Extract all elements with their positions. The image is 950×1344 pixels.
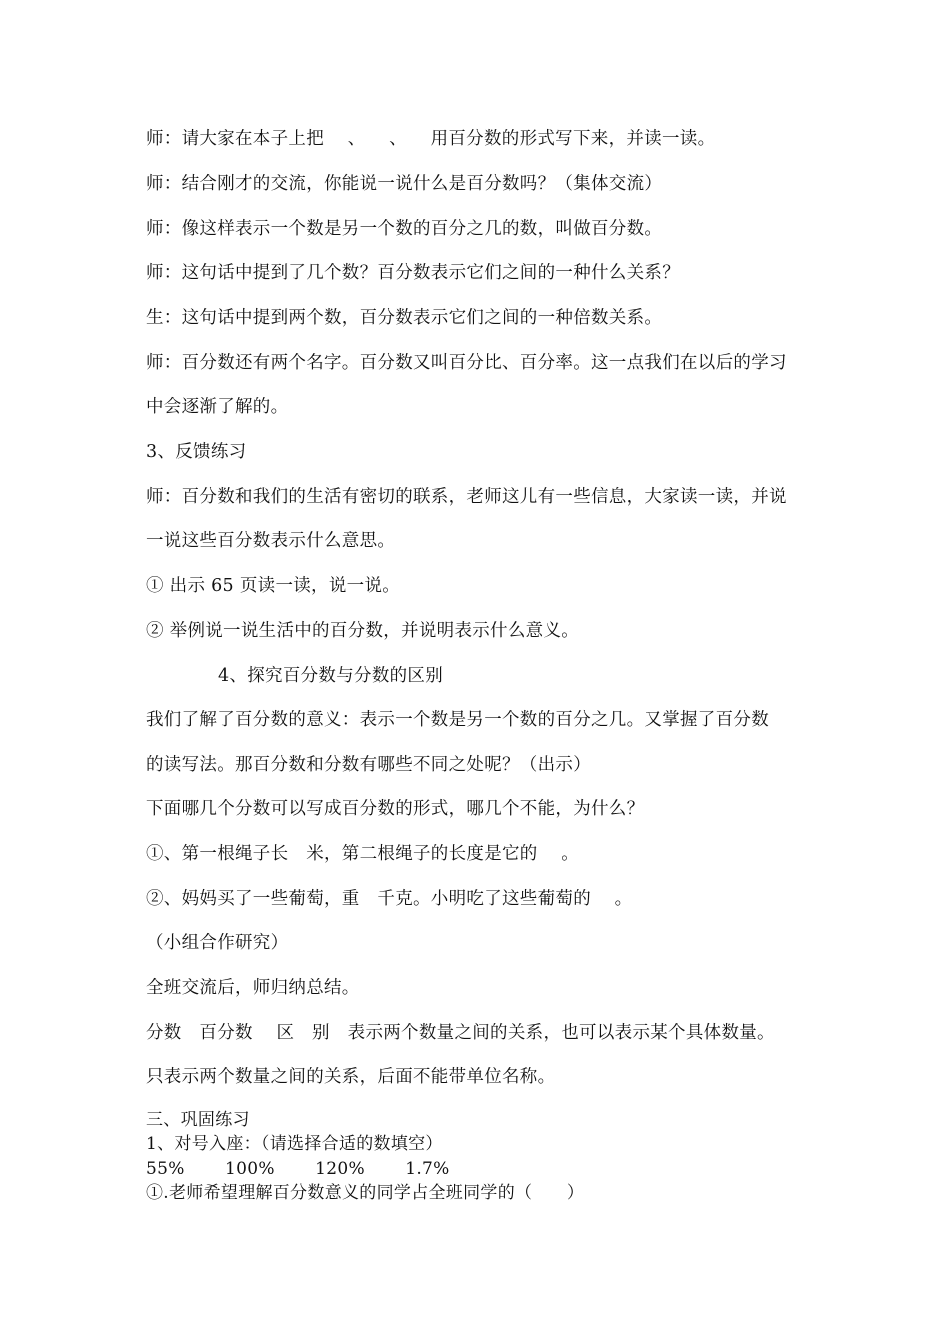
section-heading: 4、探究百分数与分数的区别: [218, 666, 444, 686]
list-item: ②、妈妈买了一些葡萄，重 千克。小明吃了这些葡萄的 。: [146, 889, 633, 909]
text-line: 师：百分数和我们的生活有密切的联系，老师这儿有一些信息，大家读一读，并说: [146, 487, 787, 507]
list-item: ①、第一根绳子长 米，第二根绳子的长度是它的 。: [146, 844, 580, 864]
text-line: 下面哪几个分数可以写成百分数的形式，哪几个不能，为什么？: [146, 799, 645, 819]
text-line: 的读写法。那百分数和分数有哪些不同之处呢？（出示）: [146, 755, 591, 775]
list-item: ① 出示 65 页读一读，说一说。: [146, 576, 401, 596]
section-heading: 3、反馈练习: [146, 442, 247, 462]
text-line: 全班交流后，师归纳总结。: [146, 978, 360, 998]
text-line: 中会逐渐了解的。: [146, 397, 289, 417]
text-line: 师：百分数还有两个名字。百分数又叫百分比、百分率。这一点我们在以后的学习: [146, 353, 787, 373]
section-heading: 三、巩固练习: [146, 1110, 250, 1130]
text-line: 师：这句话中提到了几个数？百分数表示它们之间的一种什么关系？: [146, 263, 680, 283]
text-line: 师：结合刚才的交流，你能说一说什么是百分数吗？（集体交流）: [146, 174, 663, 194]
text-line: ①.老师希望理解百分数意义的同学占全班同学的（ ）: [146, 1183, 585, 1203]
text-line: （小组合作研究）: [146, 933, 289, 953]
text-line: 只表示两个数量之间的关系，后面不能带单位名称。: [146, 1067, 556, 1087]
text-line: 我们了解了百分数的意义：表示一个数是另一个数的百分之几。又掌握了百分数: [146, 710, 769, 730]
text-line: 生：这句话中提到两个数，百分数表示它们之间的一种倍数关系。: [146, 308, 663, 328]
options-line: 55% 100% 120% 1.7%: [146, 1159, 450, 1179]
text-line: 师：像这样表示一个数是另一个数的百分之几的数，叫做百分数。: [146, 219, 663, 239]
text-line: 分数 百分数 区 别 表示两个数量之间的关系，也可以表示某个具体数量。: [146, 1023, 775, 1043]
text-line: 一说这些百分数表示什么意思。: [146, 531, 396, 551]
text-line: 师：请大家在本子上把 、 、 用百分数的形式写下来，并读一读。: [146, 129, 716, 149]
text-line: 1、对号入座：（请选择合适的数填空）: [146, 1134, 443, 1154]
list-item: ② 举例说一说生活中的百分数，并说明表示什么意义。: [146, 621, 580, 641]
